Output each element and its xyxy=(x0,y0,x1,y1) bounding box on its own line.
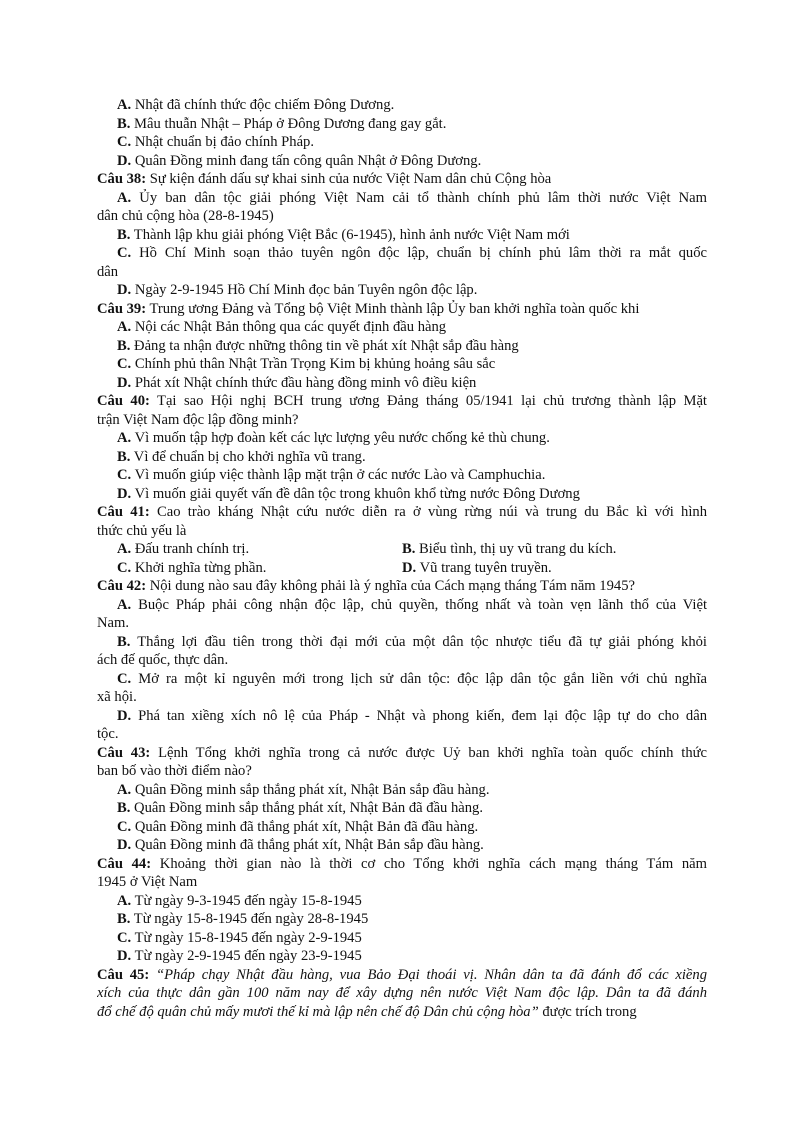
q39-option-b: B. Đảng ta nhận được những thông tin về phát xít Nhật sắp đầu hàng xyxy=(117,337,519,354)
q44-option-b: B. Từ ngày 15-8-1945 đến ngày 28-8-1945 xyxy=(117,911,369,927)
q40-question-cont: trận Việt Nam độc lập đồng minh? xyxy=(97,411,299,428)
q41-options-row-2 xyxy=(97,559,707,578)
q44-question-cont: 1945 ở Việt Nam xyxy=(97,874,198,890)
q38-option-a: A. Ủy ban dân tộc giải phóng Việt Nam cải tổ thành chính phủ lâm thời nước Việt Nam xyxy=(117,189,707,206)
q39-option-c: C. Chính phủ thân Nhật Trần Trọng Kim bị khủng hoảng sâu sắc xyxy=(117,356,496,372)
q44-option-a: A. Từ ngày 9-3-1945 đến ngày 15-8-1945 xyxy=(117,892,362,909)
q40-option-a: A. Vì muốn tập hợp đoàn kết các lực lượng yêu nước chống kẻ thù chung. xyxy=(117,430,550,446)
q41-option-a: A. Đấu tranh chính trị. xyxy=(117,541,250,557)
q45-quote-line-3: đổ chế độ quân chủ mấy mươi thế kỉ mà lập nên chế độ Dân chủ cộng hòa” được trích trong xyxy=(97,1003,637,1020)
q44-option-c: C. Từ ngày 15-8-1945 đến ngày 2-9-1945 xyxy=(117,929,362,946)
q44-option-d: D. Từ ngày 2-9-1945 đến ngày 23-9-1945 xyxy=(117,948,362,964)
q41-option-c: C. Khởi nghĩa từng phần. xyxy=(117,559,267,576)
q38-option-c: C. Hồ Chí Minh soạn thảo tuyên ngôn độc lập, chuẩn bị chính phủ lâm thời ra mắt quốc xyxy=(117,245,707,261)
q43-option-c: C. Quân Đồng minh đã thắng phát xít, Nhật Bản đã đầu hàng. xyxy=(117,818,479,835)
q37-option-b: B. Mâu thuẫn Nhật – Pháp ở Đông Dương đang gay gắt. xyxy=(117,115,447,132)
q44-question: Câu 44: Khoảng thời gian nào là thời cơ cho Tổng khởi nghĩa cách mạng tháng Tám năm xyxy=(97,855,707,872)
q41-question-cont: thức chủ yếu là xyxy=(97,522,187,539)
q38-question: Câu 38: Sự kiện đánh dấu sự khai sinh của nước Việt Nam dân chủ Cộng hòa xyxy=(97,171,552,187)
q43-option-b: B. Quân Đồng minh sắp thắng phát xít, Nhật Bản đã đầu hàng. xyxy=(117,800,484,816)
q38-option-c-cont: dân xyxy=(97,263,119,280)
q38-option-b: B. Thành lập khu giải phóng Việt Bắc (6-1945), hình ảnh nước Việt Nam mới xyxy=(117,226,570,243)
q41-options-row-1 xyxy=(97,540,707,559)
q43-question-cont: ban bố vào thời điểm nào? xyxy=(97,763,252,779)
q42-question: Câu 42: Nội dung nào sau đây không phải là ý nghĩa của Cách mạng tháng Tám năm 1945? xyxy=(97,578,635,594)
exam-page xyxy=(97,96,707,1021)
q42-option-b-cont: ách đế quốc, thực dân. xyxy=(97,652,229,668)
q42-option-c: C. Mở ra một kỉ nguyên mới trong lịch sử dân tộc: độc lập dân tộc gắn liền với chủ nghĩa xyxy=(117,670,707,687)
q41-option-d: D. Vũ trang tuyên truyền. xyxy=(402,559,552,576)
q39-option-a: A. Nội các Nhật Bản thông qua các quyết định đầu hàng xyxy=(117,319,447,335)
q45-quote-line-2: xích của thực dân gần 100 năm nay để xây dựng nên nước Việt Nam độc lập. Dân ta đã đánh xyxy=(97,985,707,1001)
q37-option-a: A. Nhật đã chính thức độc chiếm Đông Dương. xyxy=(117,97,395,113)
q42-option-d: D. Phá tan xiềng xích nô lệ của Pháp - Nhật và phong kiến, đem lại độc lập tự do cho dân xyxy=(117,707,707,724)
q42-option-d-cont: tộc. xyxy=(97,726,119,742)
q43-option-a: A. Quân Đồng minh sắp thắng phát xít, Nhật Bản sắp đầu hàng. xyxy=(117,781,490,798)
q39-question: Câu 39: Trung ương Đảng và Tổng bộ Việt Minh thành lập Ủy ban khởi nghĩa toàn quốc khi xyxy=(97,300,640,317)
q40-question: Câu 40: Tại sao Hội nghị BCH trung ương Đảng tháng 05/1941 lại chủ trương thành lập Mặt xyxy=(97,393,707,409)
q42-option-a: A. Buộc Pháp phải công nhận độc lập, chủ quyền, thống nhất và toàn vẹn lãnh thổ của Việt xyxy=(117,596,707,613)
q40-option-b: B. Vì để chuẩn bị cho khởi nghĩa vũ trang. xyxy=(117,448,366,465)
q43-option-d: D. Quân Đồng minh đã thắng phát xít, Nhật Bản sắp đầu hàng. xyxy=(117,837,484,853)
q37-option-c: C. Nhật chuẩn bị đảo chính Pháp. xyxy=(117,134,314,150)
q43-question: Câu 43: Lệnh Tổng khởi nghĩa trong cả nước được Uỷ ban khởi nghĩa toàn quốc chính thức xyxy=(97,744,707,761)
q40-option-c: C. Vì muốn giúp việc thành lập mặt trận ở các nước Lào và Camphuchia. xyxy=(117,467,546,483)
q39-option-d: D. Phát xít Nhật chính thức đầu hàng đồng minh vô điều kiện xyxy=(117,374,477,391)
q38-option-d: D. Ngày 2-9-1945 Hồ Chí Minh đọc bản Tuyên ngôn độc lập. xyxy=(117,282,478,298)
q38-option-a-cont: dân chủ cộng hòa (28-8-1945) xyxy=(97,208,274,224)
q42-option-b: B. Thắng lợi đầu tiên trong thời đại mới của một dân tộc nhược tiểu đã tự giải phóng khỏi xyxy=(117,633,707,650)
q41-question: Câu 41: Cao trào kháng Nhật cứu nước diễn ra ở vùng rừng núi và trung du Bắc kì với hình xyxy=(97,504,707,520)
q37-option-d: D. Quân Đồng minh đang tấn công quân Nhật ở Đông Dương. xyxy=(117,152,482,169)
q40-option-d: D. Vì muốn giải quyết vấn đề dân tộc trong khuôn khổ từng nước Đông Dương xyxy=(117,485,580,502)
q42-option-a-cont: Nam. xyxy=(97,615,130,631)
q45-question: Câu 45: “Pháp chạy Nhật đầu hàng, vua Bảo Đại thoái vị. Nhân dân ta đã đánh đổ các xiềng xyxy=(97,966,707,983)
q41-option-b: B. Biểu tình, thị uy vũ trang du kích. xyxy=(402,541,617,557)
q42-option-c-cont: xã hội. xyxy=(97,689,137,705)
